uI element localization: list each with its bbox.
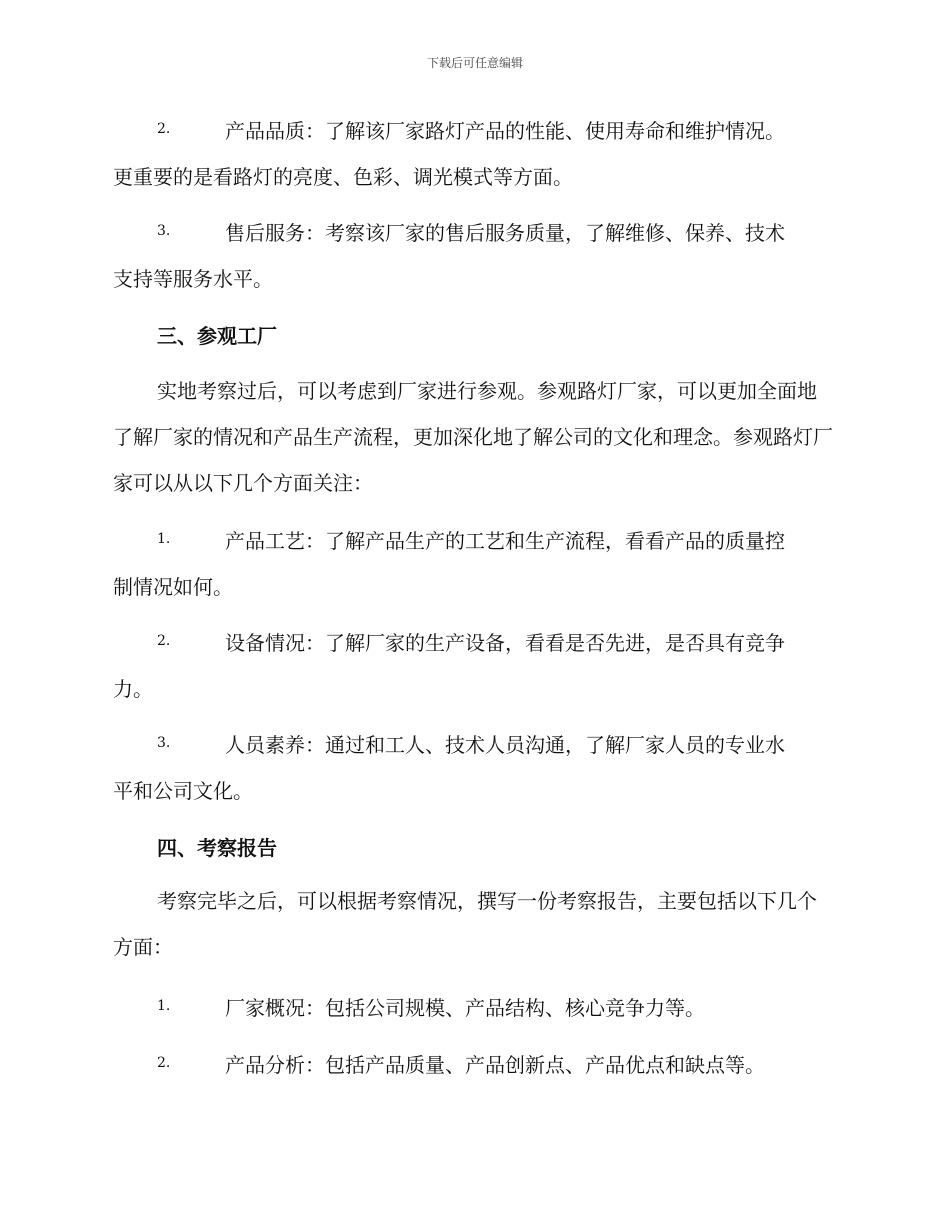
list-item-text: 产品品质：了解该厂家路灯产品的性能、使用寿命和维护情况。 bbox=[225, 119, 785, 143]
list-number: 3. bbox=[157, 735, 171, 751]
list-item-text: 产品分析：包括产品质量、产品创新点、产品优点和缺点等。 bbox=[225, 1053, 765, 1077]
section-heading: 四、考察报告 bbox=[157, 836, 277, 860]
paragraph: 实地考察过后，可以考虑到厂家进行参观。参观路灯厂家，可以更加全面地了解厂家的情况和产品生产流程，更加深化地了解公司的文化和理念。参观路灯厂家可以从以下几个方面关注： bbox=[113, 379, 833, 495]
list-item-continuation: 力。 bbox=[113, 677, 153, 701]
list-item-text: 厂家概况：包括公司规模、产品结构、核心竞争力等。 bbox=[225, 996, 705, 1020]
list-number: 2. bbox=[157, 121, 171, 137]
list-number: 2. bbox=[157, 633, 171, 649]
list-item-text: 人员素养：通过和工人、技术人员沟通，了解厂家人员的专业水 bbox=[225, 733, 785, 757]
list-item-continuation: 制情况如何。 bbox=[113, 575, 233, 599]
list-item-text: 产品工艺：了解产品生产的工艺和生产流程，看看产品的质量控 bbox=[225, 529, 785, 553]
list-number: 3. bbox=[157, 223, 171, 239]
list-number: 2. bbox=[157, 1055, 171, 1071]
list-item-text: 设备情况：了解厂家的生产设备，看看是否先进，是否具有竞争 bbox=[225, 631, 785, 655]
list-number: 1. bbox=[157, 531, 171, 547]
section-heading: 三、参观工厂 bbox=[157, 324, 277, 348]
list-item-continuation: 平和公司文化。 bbox=[113, 779, 253, 803]
list-item-continuation: 更重要的是看路灯的亮度、色彩、调光模式等方面。 bbox=[113, 165, 573, 189]
list-number: 1. bbox=[157, 998, 171, 1014]
page-header: 下载后可任意编辑 bbox=[426, 56, 523, 70]
list-item-text: 售后服务：考察该厂家的售后服务质量，了解维修、保养、技术 bbox=[225, 221, 785, 245]
list-item-continuation: 支持等服务水平。 bbox=[113, 267, 273, 291]
paragraph: 考察完毕之后，可以根据考察情况，撰写一份考察报告，主要包括以下几个方面： bbox=[113, 889, 817, 959]
